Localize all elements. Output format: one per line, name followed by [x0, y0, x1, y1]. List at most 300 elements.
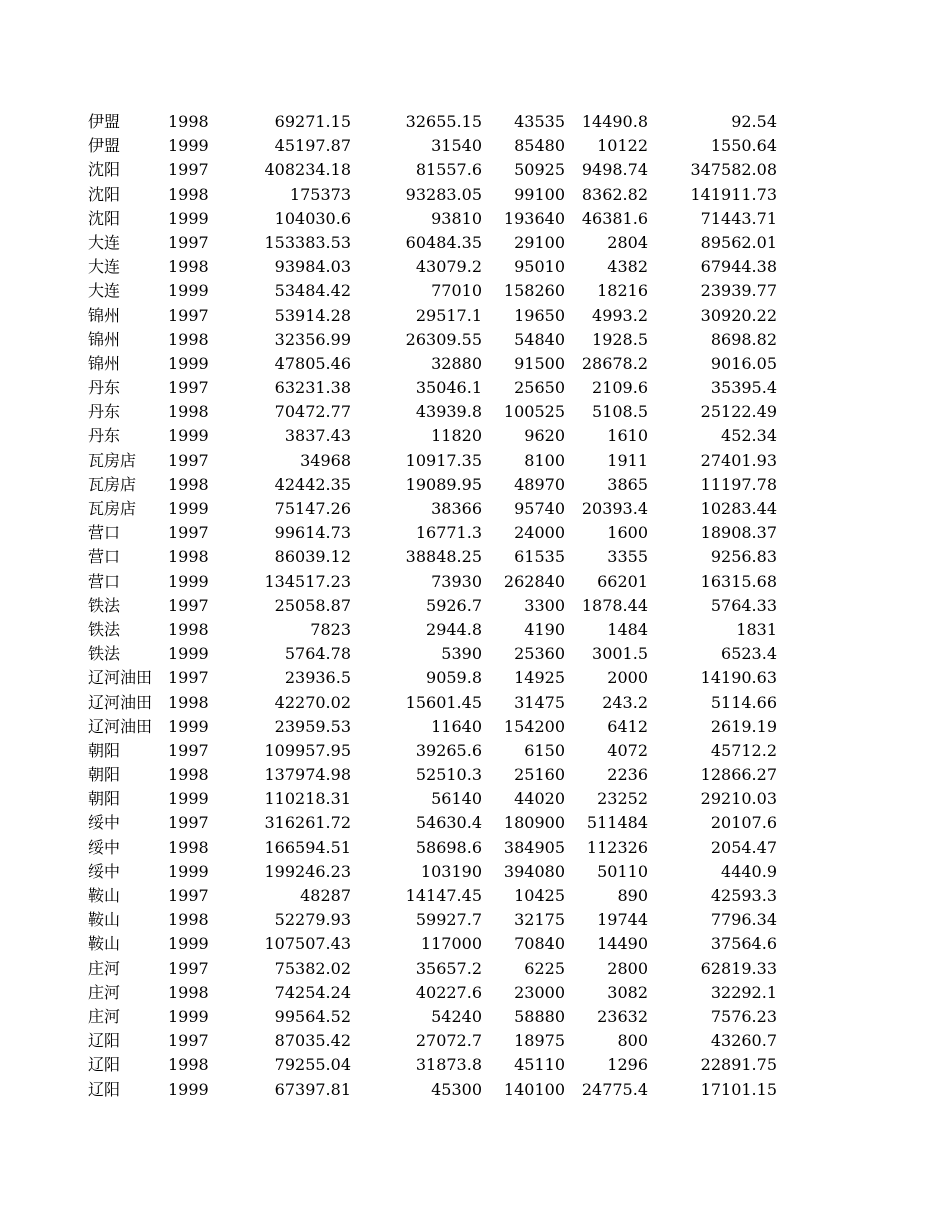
value-col-1-cell: 23959.53	[274, 716, 351, 736]
table-row	[0, 376, 950, 400]
table-row	[0, 884, 950, 908]
year-cell: 1998	[168, 692, 209, 712]
year-cell: 1999	[168, 644, 209, 664]
value-col-4-cell: 8362.82	[581, 184, 648, 204]
region-name-cell: 锦州	[88, 305, 121, 325]
value-col-3-cell: 85480	[514, 136, 565, 156]
value-col-4-cell: 243.2	[602, 692, 648, 712]
value-col-4-cell: 1296	[607, 1055, 648, 1075]
table-row	[0, 400, 950, 424]
table-row	[0, 957, 950, 981]
year-cell: 1999	[168, 499, 209, 518]
table-row	[0, 545, 950, 569]
table-row	[0, 1078, 950, 1102]
value-col-4-cell: 1600	[607, 523, 648, 543]
value-col-4-cell: 1928.5	[592, 329, 648, 349]
year-cell: 1998	[168, 112, 209, 131]
table-row	[0, 1005, 950, 1029]
value-col-2-cell: 77010	[431, 281, 482, 301]
value-col-1-cell: 25058.87	[274, 595, 351, 615]
value-col-3-cell: 31475	[514, 692, 565, 712]
value-col-2-cell: 59927.7	[415, 910, 482, 930]
region-name-cell: 鞍山	[88, 934, 121, 954]
table-row	[0, 642, 950, 666]
value-col-4-cell: 5108.5	[592, 402, 648, 422]
value-col-1-cell: 110218.31	[264, 789, 351, 809]
value-col-4-cell: 14490	[597, 934, 648, 954]
year-cell: 1998	[168, 474, 209, 494]
value-col-4-cell: 3001.5	[592, 644, 648, 664]
region-name-cell: 铁法	[88, 644, 121, 664]
value-col-1-cell: 75382.02	[274, 958, 351, 978]
value-col-1-cell: 3837.43	[284, 426, 351, 446]
value-col-5-cell: 11197.78	[700, 474, 777, 494]
value-col-4-cell: 4993.2	[592, 305, 648, 325]
year-cell: 1998	[168, 257, 209, 277]
year-cell: 1997	[168, 305, 209, 325]
value-col-2-cell: 16771.3	[415, 523, 482, 543]
year-cell: 1997	[168, 740, 209, 760]
value-col-5-cell: 29210.03	[700, 789, 777, 809]
value-col-1-cell: 48287	[300, 886, 351, 905]
value-col-5-cell: 4440.9	[721, 861, 777, 881]
table-row	[0, 860, 950, 884]
value-col-5-cell: 92.54	[731, 112, 777, 131]
region-name-cell: 丹东	[88, 426, 121, 446]
value-col-1-cell: 199246.23	[264, 861, 351, 881]
value-col-5-cell: 23939.77	[700, 281, 777, 301]
value-col-1-cell: 107507.43	[264, 934, 351, 954]
value-col-2-cell: 26309.55	[405, 329, 482, 349]
value-col-2-cell: 32880	[431, 353, 482, 373]
table-row	[0, 594, 950, 618]
value-col-2-cell: 32655.15	[405, 112, 482, 131]
value-col-1-cell: 134517.23	[264, 571, 351, 591]
value-col-1-cell: 63231.38	[274, 378, 351, 398]
value-col-2-cell: 60484.35	[405, 232, 482, 252]
table-row	[0, 570, 950, 594]
value-col-1-cell: 99564.52	[274, 1006, 351, 1026]
value-col-3-cell: 6150	[524, 740, 565, 760]
region-name-cell: 瓦房店	[88, 450, 137, 470]
value-col-1-cell: 87035.42	[274, 1031, 351, 1051]
region-name-cell: 营口	[88, 571, 121, 591]
value-col-4-cell: 1610	[607, 426, 648, 446]
value-col-5-cell: 25122.49	[700, 402, 777, 422]
table-row	[0, 304, 950, 328]
value-col-5-cell: 71443.71	[700, 208, 777, 228]
year-cell: 1999	[168, 789, 209, 809]
region-name-cell: 朝阳	[88, 789, 121, 809]
value-col-3-cell: 262840	[503, 571, 565, 591]
value-col-4-cell: 4382	[607, 257, 648, 277]
region-name-cell: 伊盟	[88, 112, 121, 131]
value-col-3-cell: 18975	[514, 1031, 565, 1051]
year-cell: 1999	[168, 136, 209, 156]
year-cell: 1997	[168, 232, 209, 252]
value-col-4-cell: 46381.6	[581, 208, 648, 228]
region-name-cell: 庄河	[88, 958, 121, 978]
value-col-5-cell: 2619.19	[710, 716, 777, 736]
value-col-3-cell: 24000	[514, 523, 565, 543]
year-cell: 1999	[168, 1006, 209, 1026]
value-col-4-cell: 23252	[597, 789, 648, 809]
region-name-cell: 营口	[88, 547, 121, 567]
region-name-cell: 辽阳	[88, 1055, 121, 1075]
table-row	[0, 715, 950, 739]
year-cell: 1999	[168, 716, 209, 736]
value-col-4-cell: 3865	[607, 474, 648, 494]
year-cell: 1998	[168, 910, 209, 930]
region-name-cell: 鞍山	[88, 910, 121, 930]
value-col-2-cell: 9059.8	[426, 668, 482, 688]
value-col-4-cell: 23632	[597, 1006, 648, 1026]
value-col-1-cell: 175373	[289, 184, 351, 204]
value-col-4-cell: 19744	[597, 910, 648, 930]
value-col-3-cell: 23000	[514, 982, 565, 1002]
value-col-4-cell: 9498.74	[581, 160, 648, 180]
region-name-cell: 辽河油田	[88, 716, 153, 736]
value-col-5-cell: 347582.08	[690, 160, 777, 180]
data-table	[0, 110, 950, 1102]
region-name-cell: 朝阳	[88, 765, 121, 785]
value-col-5-cell: 18908.37	[700, 523, 777, 543]
value-col-1-cell: 47805.46	[274, 353, 351, 373]
value-col-3-cell: 9620	[524, 426, 565, 446]
value-col-5-cell: 5764.33	[710, 595, 777, 615]
region-name-cell: 辽河油田	[88, 692, 153, 712]
value-col-3-cell: 29100	[514, 232, 565, 252]
value-col-4-cell: 2800	[607, 958, 648, 978]
year-cell: 1998	[168, 765, 209, 785]
table-row	[0, 497, 950, 521]
value-col-3-cell: 6225	[524, 958, 565, 978]
value-col-5-cell: 30920.22	[700, 305, 777, 325]
value-col-5-cell: 62819.33	[700, 958, 777, 978]
value-col-5-cell: 6523.4	[721, 644, 777, 664]
value-col-5-cell: 2054.47	[710, 837, 777, 857]
value-col-2-cell: 27072.7	[415, 1031, 482, 1051]
value-col-1-cell: 70472.77	[274, 402, 351, 422]
region-name-cell: 庄河	[88, 1006, 121, 1026]
region-name-cell: 伊盟	[88, 136, 121, 156]
value-col-4-cell: 1911	[607, 450, 648, 470]
value-col-3-cell: 45110	[514, 1055, 565, 1075]
year-cell: 1999	[168, 1079, 209, 1099]
region-name-cell: 沈阳	[88, 184, 121, 204]
value-col-4-cell: 10122	[597, 136, 648, 156]
value-col-3-cell: 154200	[503, 716, 565, 736]
value-col-5-cell: 20107.6	[710, 813, 777, 833]
value-col-4-cell: 28678.2	[581, 353, 648, 373]
table-row	[0, 691, 950, 715]
value-col-3-cell: 32175	[514, 910, 565, 930]
table-row	[0, 1053, 950, 1077]
year-cell: 1999	[168, 281, 209, 301]
table-row	[0, 352, 950, 376]
table-row	[0, 763, 950, 787]
region-name-cell: 铁法	[88, 595, 121, 615]
value-col-3-cell: 100525	[503, 402, 565, 422]
region-name-cell: 沈阳	[88, 208, 121, 228]
value-col-3-cell: 180900	[503, 813, 565, 833]
year-cell: 1997	[168, 523, 209, 543]
value-col-1-cell: 53484.42	[274, 281, 351, 301]
region-name-cell: 大连	[88, 257, 121, 277]
value-col-5-cell: 43260.7	[710, 1031, 777, 1051]
value-col-5-cell: 16315.68	[700, 571, 777, 591]
value-col-4-cell: 18216	[597, 281, 648, 301]
value-col-1-cell: 99614.73	[274, 523, 351, 543]
value-col-4-cell: 3355	[607, 547, 648, 567]
value-col-2-cell: 2944.8	[426, 619, 482, 639]
value-col-2-cell: 58698.6	[415, 837, 482, 857]
table-row	[0, 981, 950, 1005]
year-cell: 1998	[168, 329, 209, 349]
value-col-5-cell: 22891.75	[700, 1055, 777, 1075]
value-col-2-cell: 73930	[431, 571, 482, 591]
value-col-4-cell: 20393.4	[581, 499, 648, 518]
region-name-cell: 绥中	[88, 813, 121, 833]
year-cell: 1997	[168, 886, 209, 905]
value-col-5-cell: 14190.63	[700, 668, 777, 688]
year-cell: 1997	[168, 958, 209, 978]
value-col-1-cell: 52279.93	[274, 910, 351, 930]
table-row	[0, 666, 950, 690]
table-row	[0, 328, 950, 352]
year-cell: 1998	[168, 184, 209, 204]
value-col-1-cell: 5764.78	[284, 644, 351, 664]
region-name-cell: 辽阳	[88, 1079, 121, 1099]
value-col-4-cell: 66201	[597, 571, 648, 591]
value-col-3-cell: 3300	[524, 595, 565, 615]
region-name-cell: 瓦房店	[88, 474, 137, 494]
value-col-5-cell: 37564.6	[710, 934, 777, 954]
table-row	[0, 811, 950, 835]
value-col-4-cell: 2236	[607, 765, 648, 785]
table-row	[0, 473, 950, 497]
value-col-3-cell: 95010	[514, 257, 565, 277]
value-col-3-cell: 193640	[503, 208, 565, 228]
value-col-2-cell: 43079.2	[415, 257, 482, 277]
value-col-3-cell: 25360	[514, 644, 565, 664]
value-col-3-cell: 25160	[514, 765, 565, 785]
value-col-5-cell: 27401.93	[700, 450, 777, 470]
value-col-4-cell: 1484	[607, 619, 648, 639]
region-name-cell: 辽阳	[88, 1031, 121, 1051]
year-cell: 1999	[168, 861, 209, 881]
value-col-2-cell: 35046.1	[415, 378, 482, 398]
year-cell: 1997	[168, 450, 209, 470]
value-col-4-cell: 4072	[607, 740, 648, 760]
region-name-cell: 锦州	[88, 353, 121, 373]
value-col-5-cell: 67944.38	[700, 257, 777, 277]
year-cell: 1997	[168, 813, 209, 833]
value-col-5-cell: 17101.15	[700, 1079, 777, 1099]
value-col-2-cell: 39265.6	[415, 740, 482, 760]
table-row	[0, 449, 950, 473]
value-col-1-cell: 104030.6	[274, 208, 351, 228]
value-col-5-cell: 7796.34	[710, 910, 777, 930]
value-col-2-cell: 43939.8	[415, 402, 482, 422]
value-col-5-cell: 1831	[736, 619, 777, 639]
value-col-3-cell: 158260	[503, 281, 565, 301]
value-col-4-cell: 112326	[586, 837, 648, 857]
value-col-1-cell: 137974.98	[264, 765, 351, 785]
value-col-1-cell: 109957.95	[264, 740, 351, 760]
year-cell: 1998	[168, 1055, 209, 1075]
value-col-5-cell: 32292.1	[710, 982, 777, 1002]
year-cell: 1997	[168, 595, 209, 615]
value-col-5-cell: 9016.05	[710, 353, 777, 373]
value-col-2-cell: 93810	[431, 208, 482, 228]
value-col-1-cell: 7823	[310, 619, 351, 639]
value-col-4-cell: 14490.8	[581, 112, 648, 131]
value-col-3-cell: 14925	[514, 668, 565, 688]
region-name-cell: 鞍山	[88, 886, 121, 905]
region-name-cell: 瓦房店	[88, 499, 137, 518]
value-col-1-cell: 67397.81	[274, 1079, 351, 1099]
region-name-cell: 铁法	[88, 619, 121, 639]
region-name-cell: 锦州	[88, 329, 121, 349]
table-row	[0, 255, 950, 279]
value-col-4-cell: 800	[617, 1031, 648, 1051]
value-col-5-cell: 45712.2	[710, 740, 777, 760]
region-name-cell: 庄河	[88, 982, 121, 1002]
table-row	[0, 231, 950, 255]
value-col-1-cell: 45197.87	[274, 136, 351, 156]
region-name-cell: 大连	[88, 281, 121, 301]
value-col-1-cell: 93984.03	[274, 257, 351, 277]
value-col-1-cell: 42270.02	[274, 692, 351, 712]
value-col-5-cell: 5114.66	[710, 692, 777, 712]
value-col-4-cell: 50110	[597, 861, 648, 881]
table-row	[0, 110, 950, 134]
value-col-3-cell: 8100	[524, 450, 565, 470]
year-cell: 1999	[168, 426, 209, 446]
value-col-3-cell: 4190	[524, 619, 565, 639]
region-name-cell: 朝阳	[88, 740, 121, 760]
table-row	[0, 787, 950, 811]
value-col-2-cell: 54630.4	[415, 813, 482, 833]
value-col-3-cell: 43535	[514, 112, 565, 131]
value-col-3-cell: 99100	[514, 184, 565, 204]
value-col-3-cell: 384905	[503, 837, 565, 857]
value-col-2-cell: 5390	[441, 644, 482, 664]
value-col-5-cell: 1550.64	[710, 136, 777, 156]
year-cell: 1999	[168, 208, 209, 228]
table-row	[0, 207, 950, 231]
value-col-5-cell: 12866.27	[700, 765, 777, 785]
year-cell: 1998	[168, 619, 209, 639]
value-col-5-cell: 452.34	[721, 426, 777, 446]
year-cell: 1998	[168, 982, 209, 1002]
value-col-1-cell: 34968	[300, 450, 351, 470]
value-col-3-cell: 25650	[514, 378, 565, 398]
region-name-cell: 丹东	[88, 378, 121, 398]
value-col-1-cell: 53914.28	[274, 305, 351, 325]
value-col-3-cell: 48970	[514, 474, 565, 494]
value-col-2-cell: 15601.45	[405, 692, 482, 712]
year-cell: 1999	[168, 353, 209, 373]
table-row	[0, 836, 950, 860]
value-col-1-cell: 75147.26	[274, 499, 351, 518]
value-col-1-cell: 86039.12	[274, 547, 351, 567]
value-col-4-cell: 24775.4	[581, 1079, 648, 1099]
region-name-cell: 绥中	[88, 837, 121, 857]
year-cell: 1999	[168, 934, 209, 954]
value-col-4-cell: 2000	[607, 668, 648, 688]
value-col-5-cell: 35395.4	[710, 378, 777, 398]
year-cell: 1999	[168, 571, 209, 591]
table-row	[0, 134, 950, 158]
value-col-2-cell: 5926.7	[426, 595, 482, 615]
year-cell: 1997	[168, 378, 209, 398]
value-col-4-cell: 2109.6	[592, 378, 648, 398]
value-col-3-cell: 44020	[514, 789, 565, 809]
value-col-3-cell: 91500	[514, 353, 565, 373]
value-col-5-cell: 10283.44	[700, 499, 777, 518]
table-row	[0, 1029, 950, 1053]
region-name-cell: 绥中	[88, 861, 121, 881]
region-name-cell: 沈阳	[88, 160, 121, 180]
value-col-2-cell: 35657.2	[415, 958, 482, 978]
value-col-2-cell: 10917.35	[405, 450, 482, 470]
value-col-1-cell: 79255.04	[274, 1055, 351, 1075]
table-row	[0, 279, 950, 303]
value-col-3-cell: 140100	[503, 1079, 565, 1099]
value-col-2-cell: 31540	[431, 136, 482, 156]
value-col-2-cell: 40227.6	[415, 982, 482, 1002]
value-col-2-cell: 11640	[431, 716, 482, 736]
value-col-2-cell: 81557.6	[415, 160, 482, 180]
region-name-cell: 大连	[88, 232, 121, 252]
value-col-2-cell: 31873.8	[415, 1055, 482, 1075]
value-col-4-cell: 6412	[607, 716, 648, 736]
value-col-4-cell: 1878.44	[581, 595, 648, 615]
year-cell: 1998	[168, 402, 209, 422]
year-cell: 1997	[168, 160, 209, 180]
value-col-1-cell: 408234.18	[264, 160, 351, 180]
value-col-3-cell: 10425	[514, 886, 565, 905]
value-col-2-cell: 103190	[420, 861, 482, 881]
value-col-5-cell: 89562.01	[700, 232, 777, 252]
value-col-3-cell: 70840	[514, 934, 565, 954]
value-col-2-cell: 117000	[420, 934, 482, 954]
value-col-5-cell: 7576.23	[710, 1006, 777, 1026]
value-col-2-cell: 45300	[431, 1079, 482, 1099]
value-col-3-cell: 394080	[503, 861, 565, 881]
value-col-3-cell: 58880	[514, 1006, 565, 1026]
value-col-2-cell: 11820	[431, 426, 482, 446]
value-col-2-cell: 38848.25	[405, 547, 482, 567]
value-col-1-cell: 23936.5	[284, 668, 351, 688]
value-col-3-cell: 61535	[514, 547, 565, 567]
table-row	[0, 183, 950, 207]
value-col-4-cell: 890	[617, 886, 648, 905]
year-cell: 1997	[168, 668, 209, 688]
value-col-1-cell: 74254.24	[274, 982, 351, 1002]
value-col-1-cell: 153383.53	[264, 232, 351, 252]
value-col-3-cell: 54840	[514, 329, 565, 349]
value-col-5-cell: 42593.3	[710, 886, 777, 905]
region-name-cell: 丹东	[88, 402, 121, 422]
value-col-1-cell: 32356.99	[274, 329, 351, 349]
value-col-4-cell: 2804	[607, 232, 648, 252]
value-col-3-cell: 19650	[514, 305, 565, 325]
value-col-1-cell: 316261.72	[264, 813, 351, 833]
table-row	[0, 739, 950, 763]
